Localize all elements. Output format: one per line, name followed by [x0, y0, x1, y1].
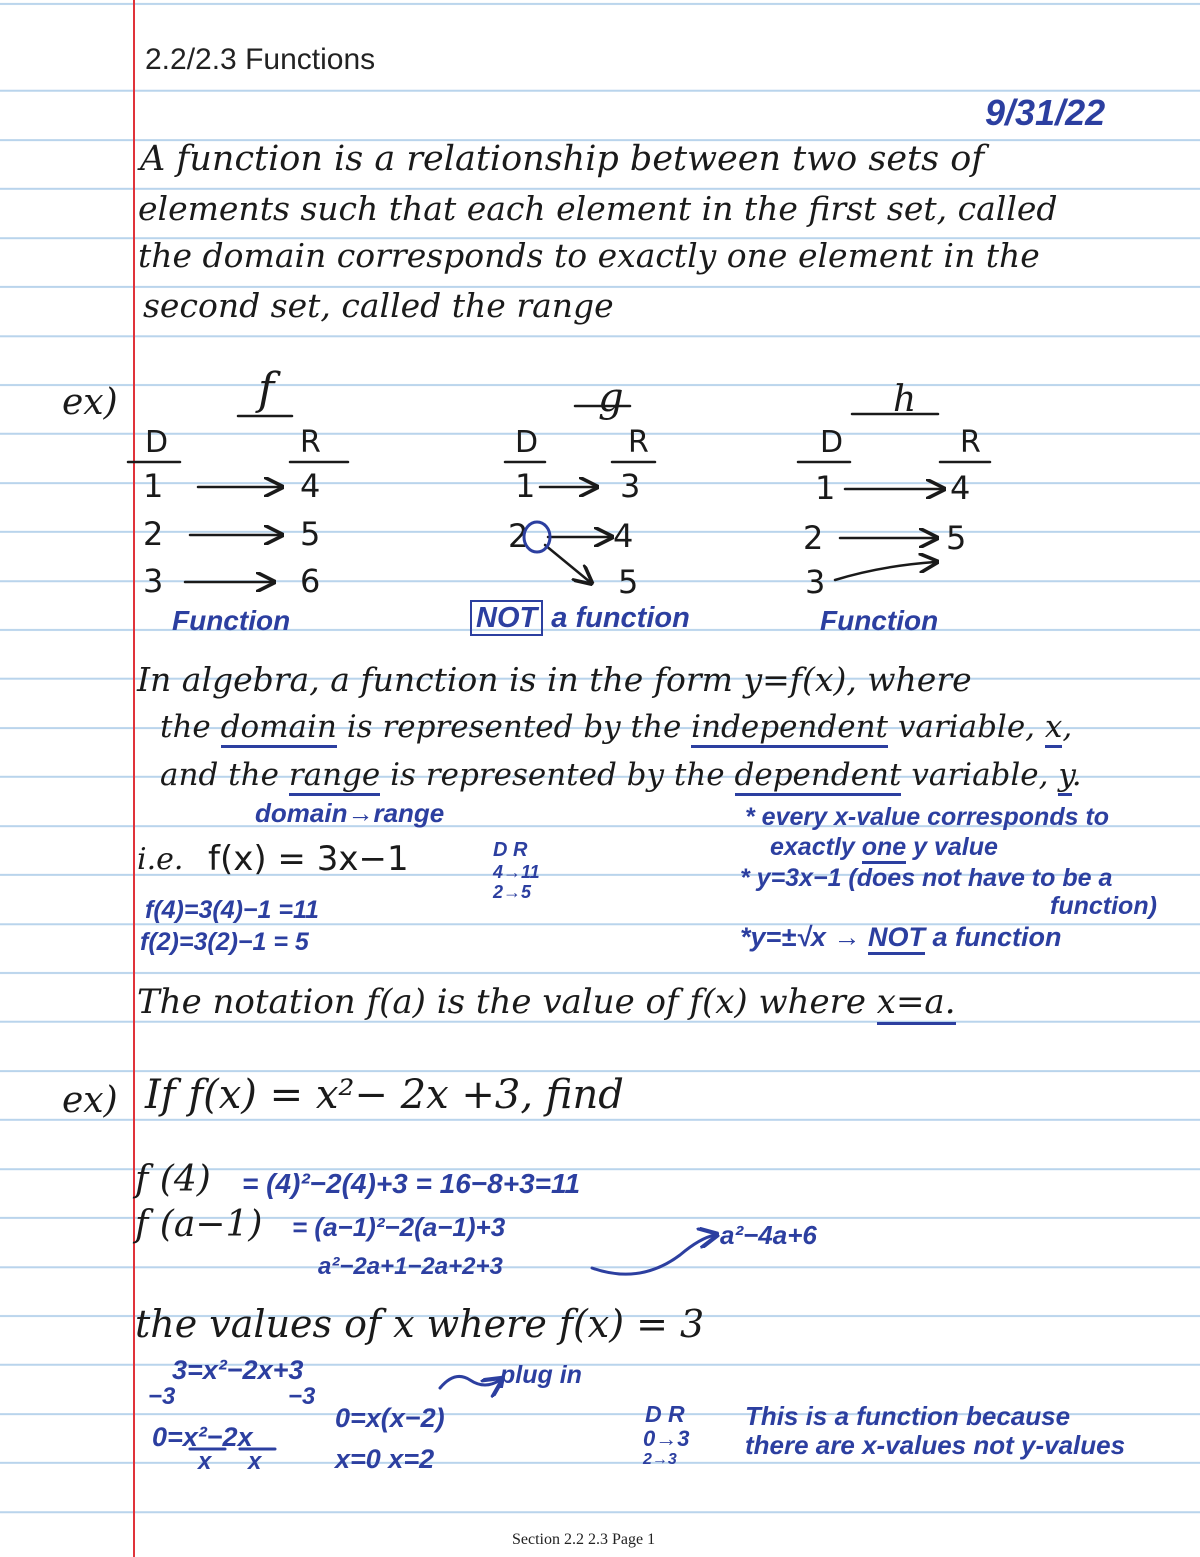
underlined-dependent: dependent — [735, 757, 902, 796]
note-3-part-a: *y=±√x → — [740, 922, 861, 952]
mapping-g-not-box: NOT — [470, 600, 543, 636]
mapping-f-domain-1: 1 — [143, 467, 164, 505]
plug-in-arrow — [440, 1376, 500, 1388]
ie-table-row-1: 4→11 — [493, 862, 540, 882]
underlined-x: x — [1045, 709, 1062, 748]
values-reason-2: there are x-values not y-values — [745, 1430, 1126, 1460]
mapping-h-arrow-3 — [835, 562, 935, 580]
mapping-h-domain-header: D — [820, 425, 844, 460]
values-work-2b: −3 — [288, 1383, 316, 1410]
underlined-y: y — [1058, 757, 1071, 796]
mapping-g-domain-1: 1 — [515, 467, 536, 505]
underlined-one: one — [862, 833, 906, 864]
page-title: 2.2/2.3 Functions — [145, 43, 376, 76]
note-2-line-2: function) — [1050, 892, 1157, 920]
example-label: ex) — [62, 382, 118, 423]
mapping-g-range-header: R — [628, 425, 649, 460]
algebra-line-3-part-c: variable, — [901, 757, 1059, 793]
note-1-line-1: * every x-value corresponds to — [745, 803, 1110, 831]
values-work-1: 3=x²−2x+3 — [172, 1355, 304, 1385]
mapping-g-name: g — [598, 375, 624, 421]
fa-work-2: a²−2a+1−2a+2+3 — [318, 1253, 503, 1280]
values-work-6: x=0 x=2 — [335, 1444, 435, 1474]
mapping-f-domain-2: 2 — [143, 515, 164, 553]
values-work-4b: x — [248, 1448, 262, 1475]
algebra-line-2-part-c: variable, — [888, 709, 1045, 745]
values-work-5: 0=x(x−2) — [335, 1403, 445, 1433]
mapping-f-verdict: Function — [172, 605, 291, 636]
values-work-2a: −3 — [148, 1383, 176, 1410]
mapping-h-range-header: R — [960, 425, 981, 460]
page-footer: Section 2.2 2.3 Page 1 — [512, 1531, 656, 1548]
values-reason-1: This is a function because — [745, 1401, 1071, 1431]
values-work-3: 0=x²−2x — [152, 1422, 253, 1452]
values-work-4a: x — [198, 1448, 212, 1475]
mapping-h-verdict: Function — [820, 605, 939, 636]
underlined-not: NOT — [868, 922, 925, 955]
domain-range-note: domain→range — [255, 798, 445, 828]
mapping-g-range-2: 4 — [613, 517, 634, 555]
fa-label: f (a−1) — [135, 1204, 263, 1245]
note-1-part-c: y value — [906, 833, 998, 861]
mapping-h-domain-2: 2 — [803, 519, 824, 557]
fa-work-1: = (a−1)²−2(a−1)+3 — [292, 1212, 506, 1242]
ie-label: i.e. — [137, 842, 184, 877]
note-2-line-1: * y=3x−1 (does not have to be a — [740, 864, 1113, 892]
mapping-g-domain-2: 2 — [508, 517, 529, 555]
values-table-row-2: 2→3 — [643, 1451, 677, 1468]
mapping-g-range-1: 3 — [620, 467, 641, 505]
example-2-prompt: If f(x) = x²− 2x +3, find — [145, 1072, 624, 1118]
mapping-g-range-3: 5 — [618, 563, 639, 601]
fa-result: a²−4a+6 — [720, 1220, 817, 1250]
definition-line-2: elements such that each element in the first set, called — [138, 189, 1058, 228]
note-3-part-b: a function — [924, 922, 1062, 952]
note-1-part-b: exactly — [770, 833, 862, 861]
f4-label: f (4) — [135, 1159, 211, 1200]
ie-calc-1: f(4)=3(4)−1 =11 — [145, 896, 319, 924]
ie-table-head: D R — [493, 839, 528, 861]
date: 9/31/22 — [985, 92, 1106, 133]
algebra-line-2-part-a: the — [160, 709, 221, 745]
mapping-h-domain-3: 3 — [805, 563, 826, 601]
values-table-head: D R — [645, 1401, 685, 1427]
mapping-f-domain-3: 3 — [143, 562, 164, 600]
algebra-line-2-part-d: , — [1062, 709, 1073, 745]
mapping-g-domain-header: D — [515, 425, 539, 460]
algebra-line-3-part-b: is represented by the — [380, 757, 735, 793]
algebra-line-3-part-d: . — [1071, 757, 1082, 793]
mapping-g-circled-element — [524, 522, 550, 552]
mapping-f-range-3: 6 — [300, 562, 321, 600]
values-table-row-1: 0→3 — [643, 1426, 690, 1451]
mapping-h-range-1: 4 — [950, 469, 971, 507]
simplify-arrow — [592, 1235, 715, 1274]
notation-text: The notation f(a) is the value of f(x) where — [137, 982, 877, 1022]
example-2-label: ex) — [62, 1080, 118, 1121]
values-heading: the values of x where f(x) = 3 — [135, 1302, 705, 1346]
f4-work: = (4)²−2(4)+3 = 16−8+3=11 — [242, 1168, 581, 1199]
mapping-h-range-2: 5 — [946, 519, 967, 557]
mapping-g-arrow-3 — [545, 545, 590, 582]
ie-calc-2: f(2)=3(2)−1 = 5 — [140, 928, 309, 956]
mapping-f-range-header: R — [300, 425, 321, 460]
underlined-independent: independent — [691, 709, 888, 748]
mapping-h-name: h — [893, 379, 917, 420]
algebra-line-1: In algebra, a function is in the form y=f(x), where — [137, 660, 972, 699]
mapping-h-domain-1: 1 — [815, 469, 836, 507]
algebra-line-2-part-b: is represented by the — [336, 709, 692, 745]
mapping-f-domain-header: D — [145, 425, 169, 460]
underlined-range: range — [289, 757, 380, 796]
mapping-g-verdict-rest: a function — [551, 602, 690, 634]
definition-line-4: second set, called the range — [143, 286, 614, 325]
underlined-domain: domain — [221, 709, 337, 748]
algebra-line-3-part-a: and the — [160, 757, 289, 793]
ie-table-row-2: 2→5 — [493, 882, 532, 902]
mapping-f-name: f — [258, 364, 275, 415]
mapping-f-range-2: 5 — [300, 515, 321, 553]
definition-line-3: the domain corresponds to exactly one element in the — [138, 236, 1040, 275]
plug-in-note: plug in — [500, 1361, 582, 1389]
ie-expression: f(x) = 3x−1 — [208, 839, 409, 879]
definition-line-1: A function is a relationship between two sets of — [140, 139, 985, 179]
mapping-f-range-1: 4 — [300, 467, 321, 505]
underlined-x-equals-a: x=a. — [877, 982, 956, 1025]
